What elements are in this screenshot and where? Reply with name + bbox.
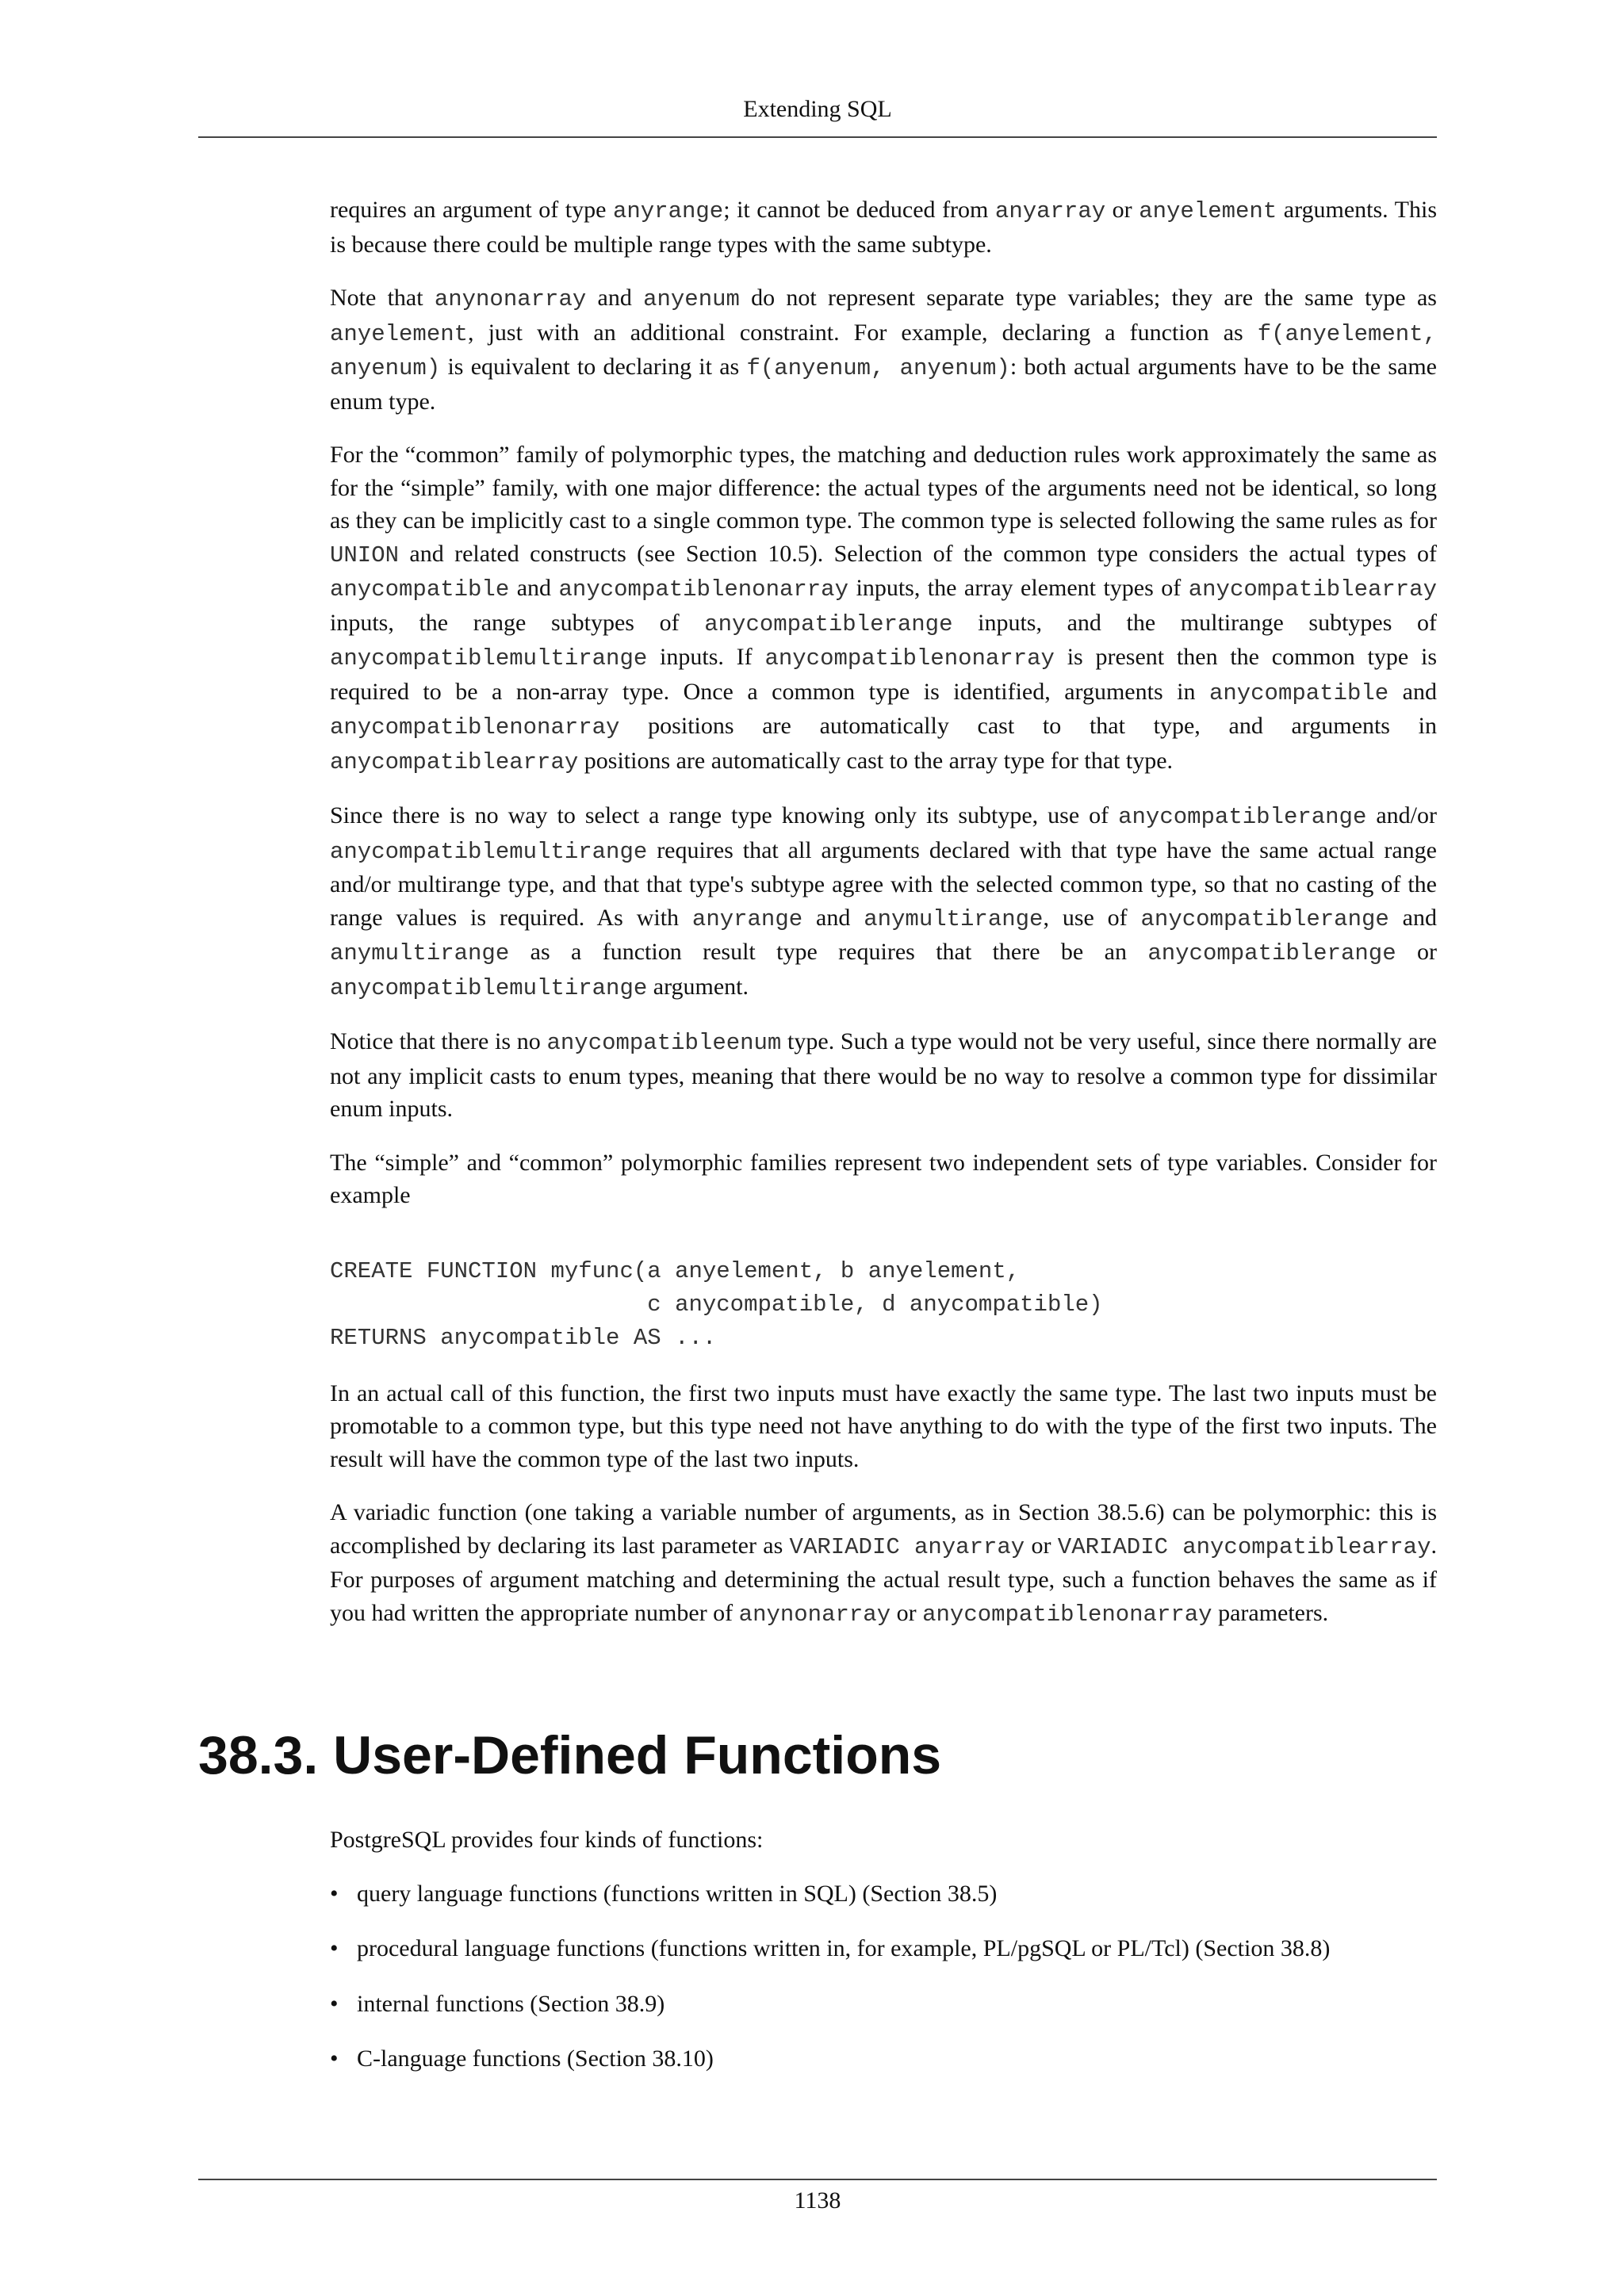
text-run: argument. <box>647 973 749 1000</box>
text-run: as a function result type requires that there be an <box>509 939 1148 965</box>
text-run: inputs, the array element types of <box>848 575 1189 601</box>
inline-code: anyelement <box>330 320 469 347</box>
text-run: is equivalent to declaring it as <box>440 354 747 380</box>
inline-code: anymultirange <box>330 940 510 966</box>
text-run: and related constructs (see Section 10.5). Selection of the common type considers the actual types of <box>399 540 1437 567</box>
running-header: Extending SQL <box>743 96 892 122</box>
text-run: In an actual call of this function, the first two inputs must have exactly the same type. The last two inputs must be promotable to a common type, but this type need not have anything to do with the type of the first two inputs. The result will have the common type of the last two inputs. <box>330 1380 1437 1472</box>
text-run: requires an argument of type <box>330 197 613 223</box>
text-run: requires that all arguments declared with that type have the same actual range and/or multirange type, and that that type's subtype agree with the selected common type, so that no casting of the range values is required. As with <box>330 836 1437 931</box>
text-run: is present then the common type is required to be a non-array type. Once a common type is identified, arguments in <box>330 644 1437 705</box>
text-run: The “simple” and “common” polymorphic families represent two independent sets of type variables. Consider for example <box>330 1149 1437 1208</box>
text-run: Note that <box>330 285 435 311</box>
inline-code: VARIADIC anycompatiblearray <box>1057 1533 1431 1560</box>
text-run: Since there is no way to select a range type knowing only its subtype, use of <box>330 802 1119 828</box>
list-item-text: internal functions (Section 38.9) <box>357 1990 665 2017</box>
inline-code: anycompatiblenonarray <box>330 714 620 740</box>
inline-code: VARIADIC anyarray <box>789 1533 1025 1560</box>
text-run: type. Such a type would not be very useful, since there normally are not any implicit casts to enum types, meaning that there would be no way to resolve a common type for dissimilar enum inputs. <box>330 1028 1438 1122</box>
inline-code: anymultirange <box>864 905 1044 932</box>
page-number: 1138 <box>794 2187 841 2214</box>
inline-code: anyarray <box>994 198 1106 224</box>
text-run: , just with an additional constraint. For example, declaring a function as <box>468 319 1258 346</box>
text-run: and <box>1388 904 1437 931</box>
text-run: or <box>891 1599 923 1626</box>
section-intro: PostgreSQL provides four kinds of functions: <box>330 1827 764 1853</box>
text-run: and <box>509 575 559 601</box>
text-run: and/or <box>1366 802 1438 828</box>
list-item <box>330 1932 1437 1965</box>
header-rule <box>198 136 1437 138</box>
text-run: : both actual arguments have to be the same enum type. <box>330 354 1437 415</box>
inline-code: anycompatiblearray <box>330 748 579 775</box>
inline-code: anycompatiblemultirange <box>330 974 648 1001</box>
inline-code: anycompatiblerange <box>1147 940 1396 966</box>
text-run: . For purposes of argument matching and determining the actual result type, such a function behaves the same as if you had written the appropriate number of <box>330 1532 1437 1626</box>
text-run: or <box>1105 197 1139 223</box>
text-run: parameters. <box>1212 1599 1329 1626</box>
inline-code: anyrange <box>612 198 724 224</box>
text-run: A variadic function (one taking a variable number of arguments, as in Section 38.5.6) can be polymorphic: this is accomplished by declaring its last parameter as <box>330 1499 1437 1559</box>
list-item <box>330 1988 1437 2021</box>
bullet-icon: • <box>330 2045 339 2072</box>
paragraph <box>330 1496 1437 1631</box>
text-run: positions are automatically cast to the array type for that type. <box>578 747 1174 774</box>
paragraph <box>330 438 1437 779</box>
inline-code: anycompatiblenonarray <box>764 645 1055 672</box>
inline-code: anycompatiblenonarray <box>558 576 848 603</box>
text-run: For the “common” family of polymorphic types, the matching and deduction rules work approximately the same as for the “simple” family, with one major difference: the actual types of the arguments need not be identical, so long as they can be implicitly cast to a single common type. The common type is selected following the same rules as for <box>330 442 1437 534</box>
inline-code: anycompatiblenonarray <box>922 1601 1212 1628</box>
code-example: CREATE FUNCTION myfunc(a anyelement, b anyelement, c anycompatible, d anycompatible) RETURNS anycompatible AS ... <box>330 1257 1103 1351</box>
text-run: do not represent separate type variables; they are the same type as <box>739 285 1437 311</box>
inline-code: anycompatiblerange <box>704 610 953 637</box>
paragraph <box>330 193 1437 261</box>
function-kinds-list <box>330 1877 1437 2076</box>
bullet-icon: • <box>330 1935 339 1961</box>
paragraph <box>330 799 1437 1004</box>
text-run: ; it cannot be deduced from <box>723 197 995 223</box>
text-run: positions are automatically cast to that type, and arguments in <box>619 713 1437 739</box>
body-text <box>330 193 1437 1651</box>
text-run: , use of <box>1043 904 1141 931</box>
inline-code: anycompatible <box>1208 679 1389 706</box>
text-run: arguments. This is because there could be multiple range types with the same subtype. <box>330 197 1438 258</box>
paragraph-group <box>330 193 1437 1212</box>
section-body <box>330 1823 1437 2098</box>
inline-code: anycompatiblerange <box>1140 905 1389 932</box>
inline-code: f(anyenum, anyenum) <box>746 355 1010 381</box>
list-item <box>330 1877 1437 1911</box>
section-heading: 38.3. User-Defined Functions <box>198 1725 942 1785</box>
footer-rule <box>198 2179 1437 2180</box>
bullet-icon: • <box>330 1990 339 2017</box>
text-run: or <box>1396 939 1437 965</box>
text-run: Notice that there is no <box>330 1028 547 1054</box>
paragraph <box>330 1025 1437 1126</box>
inline-code: anycompatiblerange <box>1118 804 1367 830</box>
text-run: and <box>802 904 864 931</box>
text-run: inputs. If <box>647 644 765 670</box>
inline-code: anycompatible <box>330 576 510 603</box>
bullet-icon: • <box>330 1880 339 1907</box>
inline-code: UNION <box>330 541 400 568</box>
inline-code: anyenum <box>643 286 740 312</box>
inline-code: anycompatiblearray <box>1188 576 1437 603</box>
text-run: or <box>1025 1532 1058 1559</box>
inline-code: f(anyelement, anyenum) <box>330 320 1437 381</box>
text-run: inputs, the range subtypes of <box>330 609 705 636</box>
inline-code: anynonarray <box>434 286 587 312</box>
inline-code: anycompatiblemultirange <box>330 838 648 865</box>
inline-code: anycompatiblemultirange <box>330 645 648 672</box>
paragraph-group <box>330 1377 1437 1632</box>
text-run: and <box>586 285 644 311</box>
list-item-text: C-language functions (Section 38.10) <box>357 2045 714 2072</box>
text-run: inputs, and the multirange subtypes of <box>952 609 1438 636</box>
paragraph <box>330 281 1437 418</box>
inline-code: anyrange <box>691 905 803 932</box>
inline-code: anynonarray <box>738 1601 891 1628</box>
list-item <box>330 2042 1437 2076</box>
inline-code: anyelement <box>1139 198 1277 224</box>
list-item-text: procedural language functions (functions written in, for example, PL/pgSQL or PL/Tcl) (Section 38.8) <box>357 1935 1331 1961</box>
inline-code: anycompatibleenum <box>546 1030 782 1056</box>
text-run: and <box>1388 678 1437 705</box>
paragraph <box>330 1146 1437 1212</box>
list-item-text: query language functions (functions written in SQL) (Section 38.5) <box>357 1880 998 1907</box>
paragraph <box>330 1377 1437 1476</box>
